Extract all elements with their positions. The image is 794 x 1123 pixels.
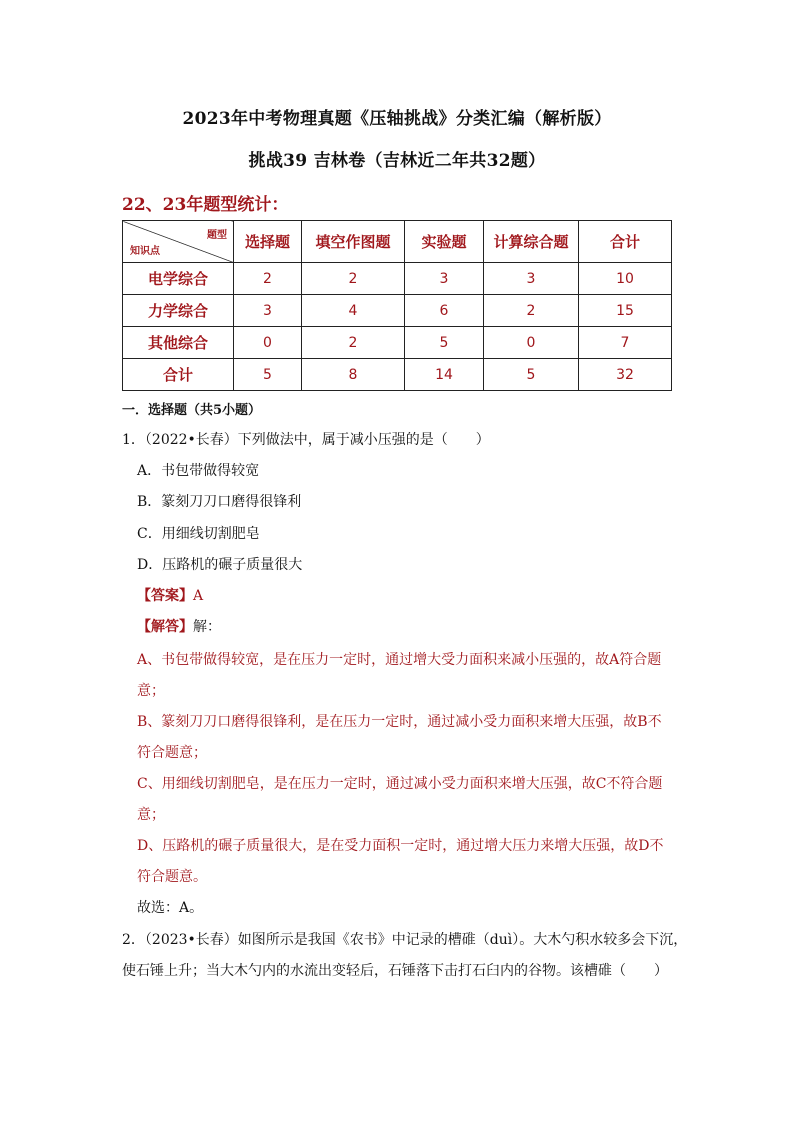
row-label: 力学综合 [123, 295, 234, 327]
section-title: 一．选择题（共5小题） [122, 403, 262, 418]
table-cell: 3 [405, 263, 484, 295]
answer-label: 【答案】 [137, 588, 193, 604]
table-cell: 8 [302, 359, 405, 391]
document-title: 2023年中考物理真题《压轴挑战》分类汇编（解析版） [182, 109, 612, 129]
explanation-line: C、用细线切割肥皂，是在压力一定时，通过减小受力面积来增大压强，故C不符合题 [137, 776, 663, 792]
question-2-line-2: 使石锤上升；当大木勺内的水流出变轻后，石锤落下击打石臼内的谷物。该槽碓（ ） [122, 963, 668, 979]
column-header: 填空作图题 [302, 221, 405, 263]
table-cell: 5 [405, 327, 484, 359]
table-row [123, 327, 672, 359]
option-a: A．书包带做得较宽 [137, 463, 260, 479]
table-cell: 2 [484, 295, 579, 327]
explanation-line: 符合题意； [137, 745, 207, 761]
table-cell: 15 [579, 295, 672, 327]
option-b: B．篆刻刀刀口磨得很锋利 [137, 494, 302, 510]
explanation-line: 意； [137, 683, 165, 699]
row-label: 电学综合 [123, 263, 234, 295]
column-header: 计算综合题 [484, 221, 579, 263]
table-cell: 5 [484, 359, 579, 391]
table-cell: 3 [484, 263, 579, 295]
table-row [123, 295, 672, 327]
corner-bottom-label: 知识点 [130, 246, 160, 257]
table-cell: 14 [405, 359, 484, 391]
analysis-line [137, 616, 221, 636]
table-cell: 5 [234, 359, 302, 391]
table-header-row [123, 221, 672, 263]
conclusion-line: 故选：A。 [137, 900, 204, 916]
explanation-line: B、篆刻刀刀口磨得很锋利，是在压力一定时，通过减小受力面积来增大压强，故B不 [137, 714, 662, 730]
answer-line [137, 585, 203, 605]
column-header: 选择题 [234, 221, 302, 263]
option-c: C．用细线切割肥皂 [137, 526, 260, 542]
table-cell: 2 [302, 327, 405, 359]
document-subtitle: 挑战39 吉林卷（吉林近二年共32题） [248, 151, 546, 171]
analysis-suffix: 解： [193, 619, 221, 635]
table-cell: 6 [405, 295, 484, 327]
stats-heading: 22、23年题型统计： [122, 195, 289, 215]
table-cell: 10 [579, 263, 672, 295]
table-cell: 2 [302, 263, 405, 295]
question-type-stats-table [122, 220, 672, 391]
table-cell: 7 [579, 327, 672, 359]
explanation-line: A、书包带做得较宽，是在压力一定时，通过增大受力面积来减小压强的，故A符合题 [137, 652, 662, 668]
table-total-row [123, 359, 672, 391]
table-cell: 0 [484, 327, 579, 359]
table-corner-cell [123, 221, 234, 263]
table-row [123, 263, 672, 295]
explanation-line: 符合题意。 [137, 869, 207, 885]
table-cell: 0 [234, 327, 302, 359]
row-label: 合计 [123, 359, 234, 391]
table-cell: 2 [234, 263, 302, 295]
analysis-label: 【解答】 [137, 619, 193, 635]
question-1-stem: 1．（2022•长春）下列做法中，属于减小压强的是（ ） [122, 432, 490, 448]
table-cell: 32 [579, 359, 672, 391]
explanation-line: 意； [137, 807, 165, 823]
table-cell: 4 [302, 295, 405, 327]
corner-top-label: 题型 [207, 230, 227, 241]
row-label: 其他综合 [123, 327, 234, 359]
table-cell: 3 [234, 295, 302, 327]
answer-value: A [193, 588, 204, 604]
option-d: D．压路机的碾子质量很大 [137, 557, 303, 573]
column-header: 合计 [579, 221, 672, 263]
explanation-line: D、压路机的碾子质量很大，是在受力面积一定时，通过增大压力来增大压强，故D不 [137, 838, 664, 854]
column-header: 实验题 [405, 221, 484, 263]
question-2-line-1: 2．（2023•长春）如图所示是我国《农书》中记录的槽碓（duì）。大木勺积水较多会下沉， [122, 932, 688, 948]
